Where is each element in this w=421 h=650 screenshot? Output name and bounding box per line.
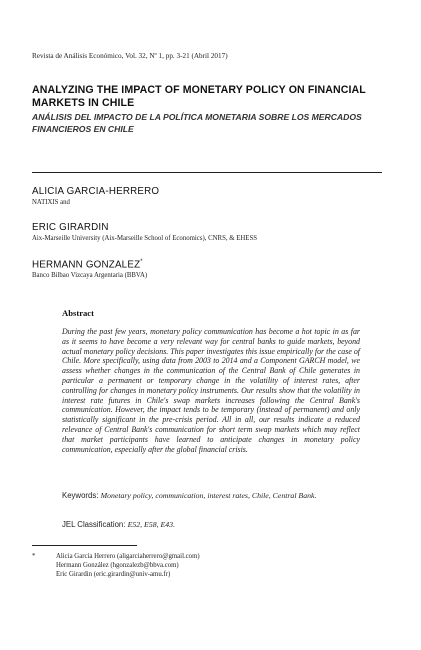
journal-header: Revista de Análisis Económico, Vol. 32, Nº 1, pp. 3-21 (Abril 2017) — [32, 52, 228, 60]
footnote-divider — [32, 545, 137, 546]
jel-codes: E52, E58, E43. — [127, 520, 176, 529]
footnote-line: Eric Girardin (eric.girardin@univ-amu.fr) — [56, 571, 171, 579]
abstract-text: During the past few years, monetary policy communication has become a hot topic in as far as it seems to have become a very relevant way for central banks to guide markets, beyond actual monetary policy decisions. This paper investigates this issue empirically for the case of Chile. More specifically, using data from 2003 to 2014 and a Component GARCH model, we assess whether changes in the communication of the Central Bank of Chile generates in particular a permanent or temporary change in the volatility of interest rates, after controlling for changes in monetary policy instruments. Our results show that the volatility in interest rate futures in Chile's swap markets increases following the Central Bank's communication. However, the impact tends to be temporary (instead of permanent) and only statistically significant in the pre-crisis period. All in all, our results indicate a reduced relevance of Central Bank's communication for short term swap markets which may reflect that market participants have learned to anticipate changes in monetary policy communication, especially after the global financial crisis. — [62, 327, 360, 454]
paper-title-english: ANALYZING THE IMPACT OF MONETARY POLICY ON FINANCIAL MARKETS IN CHILE — [32, 84, 366, 109]
keywords-text: Monetary policy, communication, interest rates, Chile, Central Bank. — [100, 491, 317, 500]
author-affiliation: NATIXIS and — [32, 199, 70, 206]
author-name-with-mark — [32, 256, 392, 271]
keywords-label: Keywords: — [62, 491, 99, 500]
author-affiliation: Banco Bilbao Vizcaya Argentaria (BBVA) — [32, 272, 148, 280]
footnote-email: Alicia García Herrero (aligarciaherrero@gmail.com) — [56, 553, 200, 560]
author-block-1 — [32, 186, 392, 207]
paper-title-spanish: ANÁLISIS DEL IMPACTO DE LA POLÍTICA MONETARIA SOBRE LOS MERCADOS FINANCIEROS EN CHILE — [32, 112, 362, 134]
footnote-line: Hermann González (hgonzalezb@bbva.com) — [56, 562, 179, 570]
author-block-3 — [32, 256, 392, 280]
footnote-mark: * — [140, 259, 143, 265]
abstract-heading: Abstract — [62, 308, 94, 318]
footnote-line — [32, 552, 392, 561]
footnotes — [32, 552, 392, 580]
author-name: ERIC GIRARDIN — [32, 222, 109, 233]
keywords — [62, 491, 360, 501]
title-divider — [32, 172, 382, 173]
author-block-2 — [32, 222, 392, 243]
author-affiliation: Aix-Marseille University (Aix-Marseille School of Economics), CNRS, & EHESS — [32, 235, 258, 242]
jel-label: JEL Classification: — [62, 520, 126, 529]
author-name: ALICIA GARCIA-HERRERO — [32, 186, 160, 197]
jel-classification — [62, 520, 360, 529]
footnote-mark: * — [32, 553, 36, 560]
author-name: HERMANN GONZALEZ — [32, 259, 141, 271]
